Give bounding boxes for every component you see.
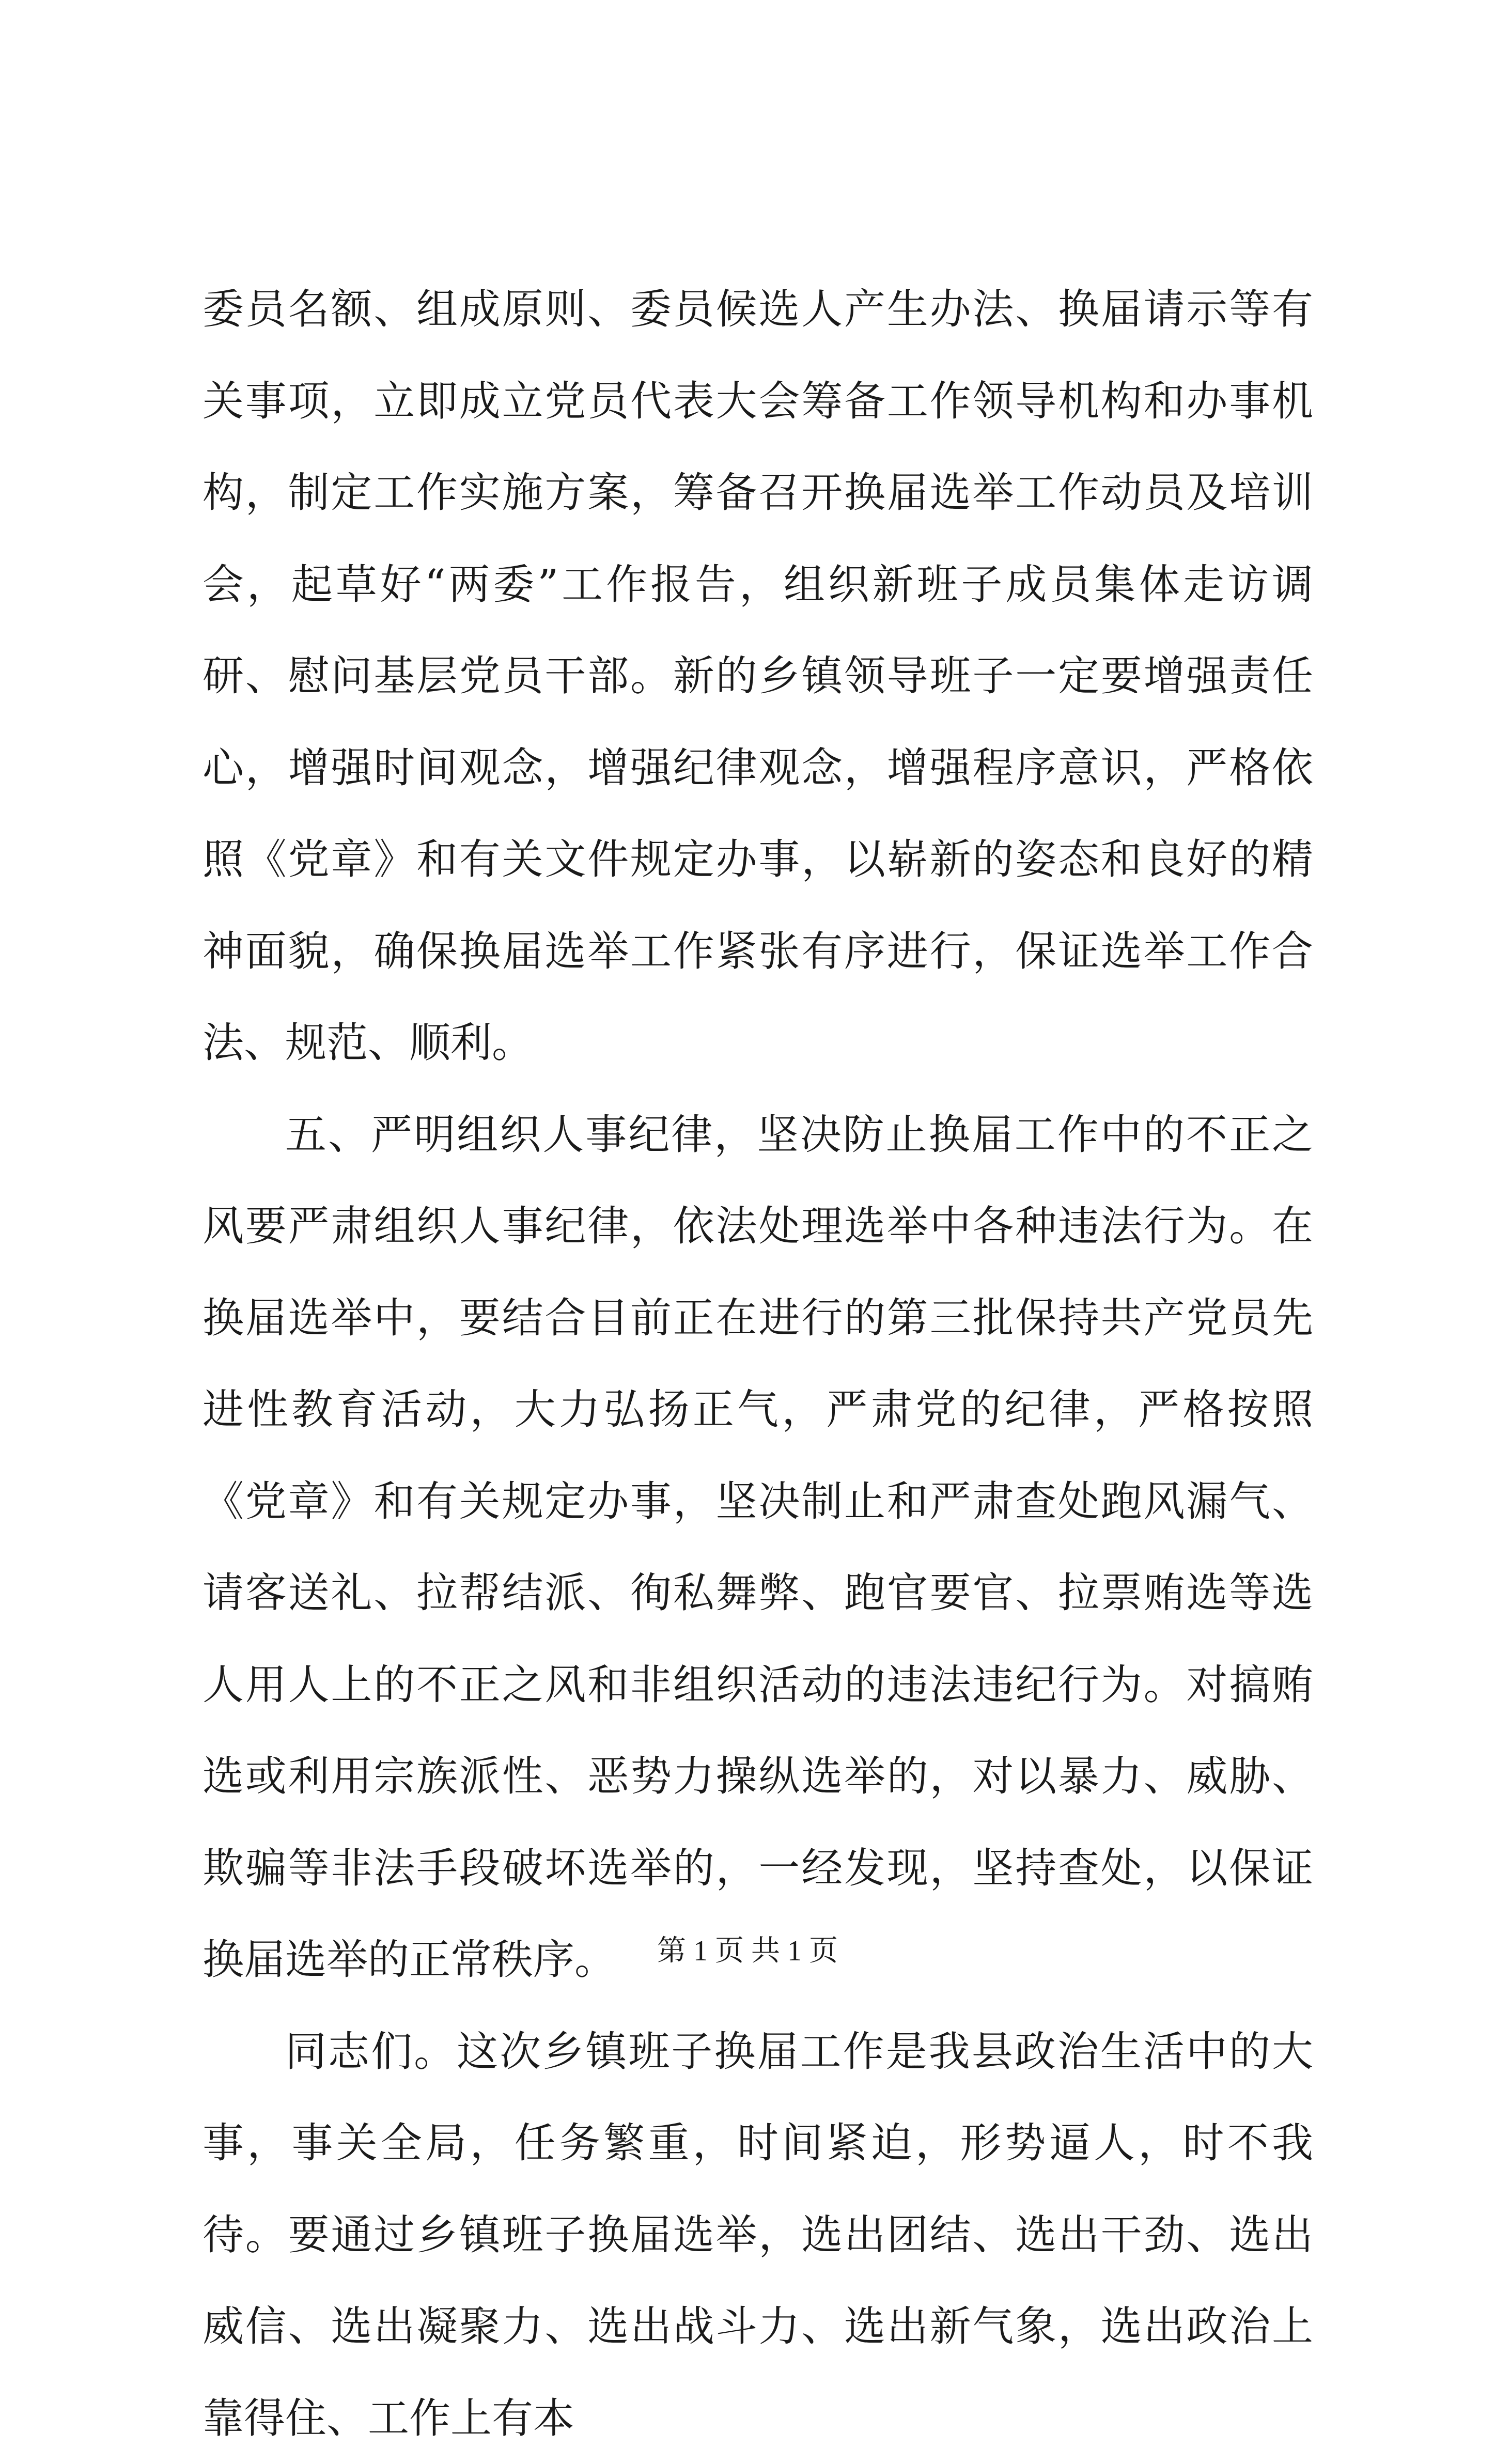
page-footer: 第 1 页 共 1 页	[0, 1933, 1495, 1969]
document-body	[203, 263, 1313, 2464]
paragraph-section-five: 五、严明组织人事纪律，坚决防止换届工作中的不正之风要严肃组织人事纪律，依法处理选举中各种违法行为。在换届选举中，要结合目前正在进行的第三批保持共产党员先进性教育活动，大力弘扬正气，严肃党的纪律，严格按照《党章》和有关规定办事，坚决制止和严肃查处跑风漏气、请客送礼、拉帮结派、徇私舞弊、跑官要官、拉票贿选等选人用人上的不正之风和非组织活动的违法违纪行为。对搞贿选或利用宗族派性、恶势力操纵选举的，对以暴力、威胁、欺骗等非法手段破坏选举的，一经发现，坚持查处，以保证换届选举的正常秩序。	[203, 1089, 1313, 2006]
paragraph-continuation: 委员名额、组成原则、委员候选人产生办法、换届请示等有关事项，立即成立党员代表大会筹备工作领导机构和办事机构，制定工作实施方案，筹备召开换届选举工作动员及培训会，起草好“两委”工作报告，组织新班子成员集体走访调研、慰问基层党员干部。新的乡镇领导班子一定要增强责任心，增强时间观念，增强纪律观念，增强程序意识，严格依照《党章》和有关文件规定办事，以崭新的姿态和良好的精神面貌，确保换届选举工作紧张有序进行，保证选举工作合法、规范、顺利。	[203, 263, 1313, 1089]
paragraph-closing: 同志们。这次乡镇班子换届工作是我县政治生活中的大事，事关全局，任务繁重，时间紧迫，形势逼人，时不我待。要通过乡镇班子换届选举，选出团结、选出干劲、选出威信、选出凝聚力、选出战斗力、选出新气象，选出政治上靠得住、工作上有本	[203, 2006, 1313, 2464]
